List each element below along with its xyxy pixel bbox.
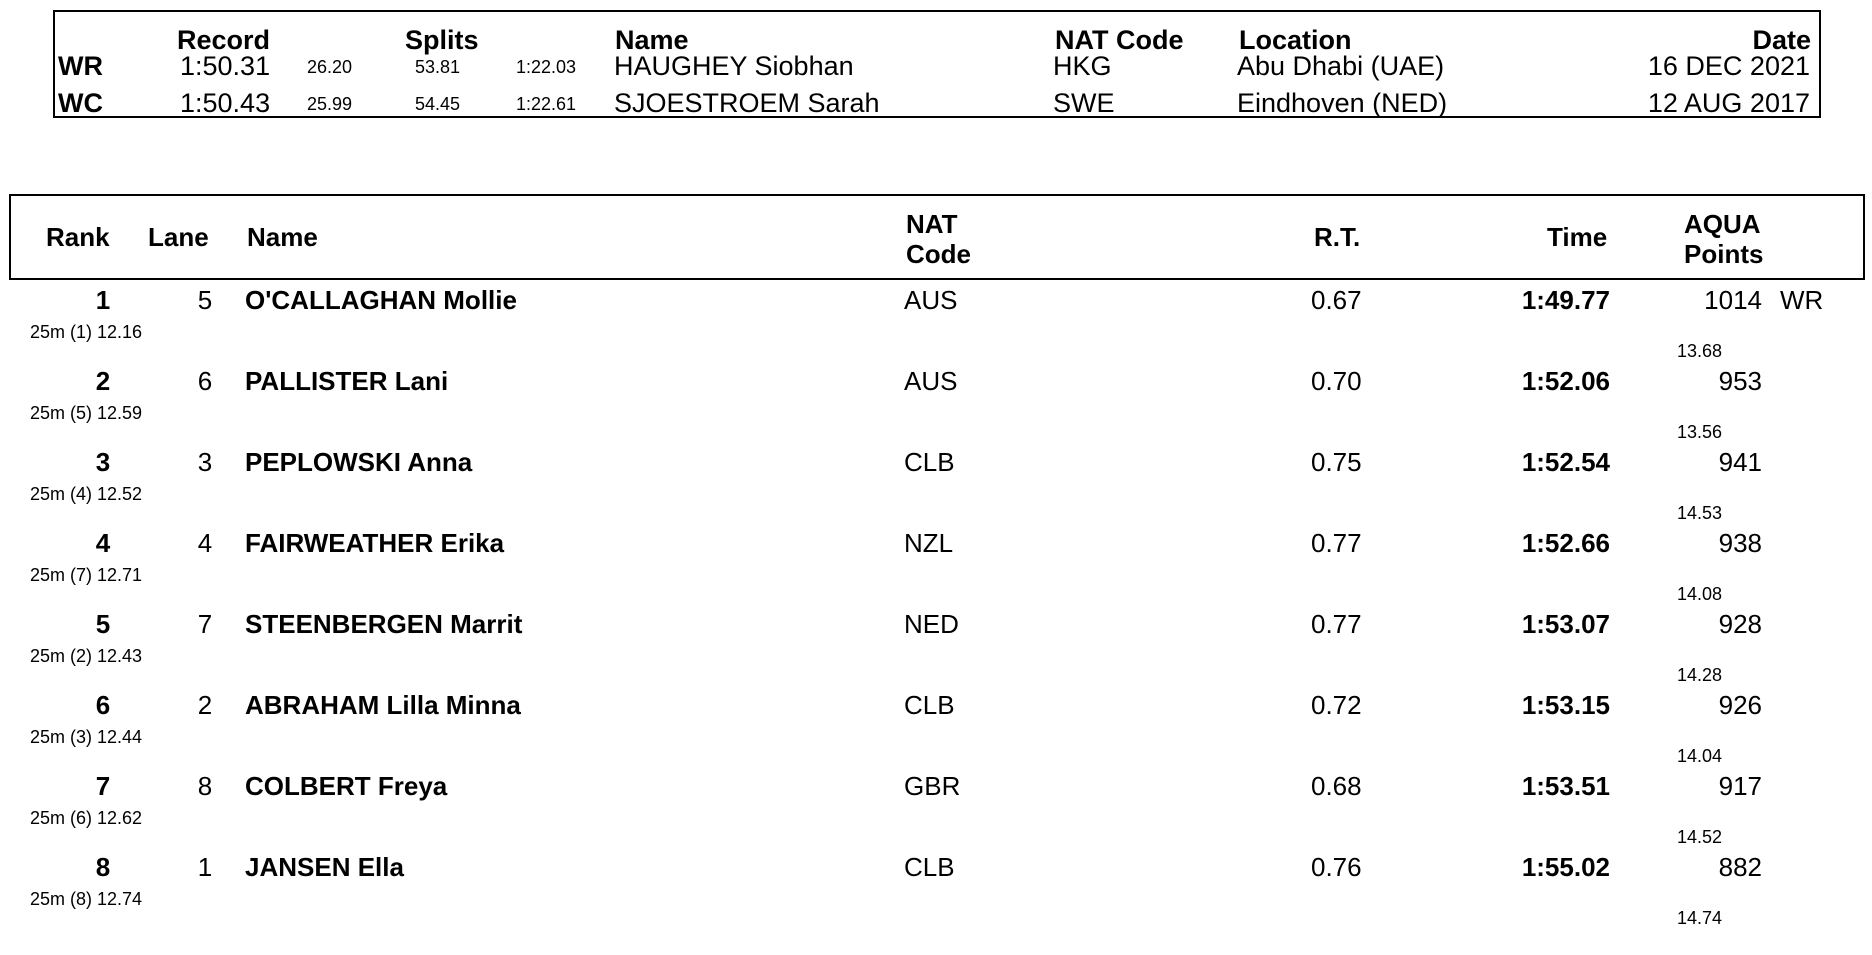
- lane: 4: [197, 528, 213, 558]
- final-time: 1:53.07: [1521, 609, 1610, 639]
- record-split-100: 54.45: [415, 94, 461, 114]
- athlete-name: FAIRWEATHER Erika: [245, 528, 505, 558]
- aqua-header: AQUA: [1684, 209, 1761, 239]
- record-time: 1:50.31: [180, 51, 271, 81]
- rank: 7: [95, 771, 111, 801]
- nat-code-header: NAT Code: [1055, 25, 1184, 55]
- rank: 3: [95, 447, 111, 477]
- splits-header: Splits: [405, 25, 479, 55]
- record-flag: WR: [1780, 285, 1824, 315]
- nat-code: GBR: [904, 771, 961, 801]
- nat-code: AUS: [904, 366, 958, 396]
- rt-header: R.T.: [1314, 222, 1361, 252]
- record-holder-name: SJOESTROEM Sarah: [614, 88, 880, 118]
- rank: 6: [95, 690, 111, 720]
- athlete-name: ABRAHAM Lilla Minna: [245, 690, 521, 720]
- reaction-time: 0.76: [1311, 852, 1362, 882]
- reaction-time: 0.68: [1311, 771, 1362, 801]
- split-200m-lap: 14.08: [1677, 584, 1723, 604]
- results-header: [9, 194, 1865, 280]
- name-header: Name: [615, 25, 689, 55]
- nat-code: CLB: [904, 690, 955, 720]
- split-25m: 25m (5) 12.59: [30, 403, 143, 423]
- reaction-time: 0.72: [1311, 690, 1362, 720]
- final-time: 1:55.02: [1521, 852, 1610, 882]
- record-split-150: 1:22.61: [516, 94, 577, 114]
- record-split-50: 25.99: [307, 94, 353, 114]
- athlete-name: COLBERT Freya: [245, 771, 448, 801]
- points-header: Points: [1684, 239, 1764, 269]
- nat-code: CLB: [904, 852, 955, 882]
- rank-header: Rank: [46, 222, 110, 252]
- rank: 8: [95, 852, 111, 882]
- split-25m: 25m (6) 12.62: [30, 808, 143, 828]
- name-header: Name: [247, 222, 318, 252]
- split-25m: 25m (3) 12.44: [30, 727, 143, 747]
- split-25m: 25m (7) 12.71: [30, 565, 143, 585]
- rank: 1: [95, 285, 111, 315]
- lane: 3: [197, 447, 213, 477]
- record-date: 12 AUG 2017: [1647, 88, 1810, 118]
- record-nat: SWE: [1053, 88, 1115, 118]
- rank: 5: [95, 609, 111, 639]
- split-200m-lap: 14.53: [1677, 503, 1723, 523]
- final-time: 1:52.54: [1521, 447, 1610, 477]
- reaction-time: 0.77: [1311, 528, 1362, 558]
- aqua-points: 917: [1718, 771, 1762, 801]
- lane: 2: [197, 690, 213, 720]
- aqua-points: 882: [1718, 852, 1762, 882]
- record-split-100: 53.81: [415, 57, 461, 77]
- record-type: WR: [58, 51, 103, 81]
- final-time: 1:53.15: [1521, 690, 1610, 720]
- reaction-time: 0.70: [1311, 366, 1362, 396]
- final-time: 1:53.51: [1521, 771, 1610, 801]
- split-200m-lap: 14.04: [1677, 746, 1723, 766]
- reaction-time: 0.67: [1311, 285, 1362, 315]
- reaction-time: 0.77: [1311, 609, 1362, 639]
- reaction-time: 0.75: [1311, 447, 1362, 477]
- athlete-name: O'CALLAGHAN Mollie: [245, 285, 517, 315]
- split-200m-lap: 14.52: [1677, 827, 1723, 847]
- code-header: Code: [906, 239, 971, 269]
- date-header: Date: [1752, 25, 1811, 55]
- record-date: 16 DEC 2021: [1647, 51, 1810, 81]
- final-time: 1:49.77: [1521, 285, 1610, 315]
- split-25m: 25m (2) 12.43: [30, 646, 143, 666]
- split-25m: 25m (1) 12.16: [30, 322, 143, 342]
- nat-header: NAT: [906, 209, 958, 239]
- record-nat: HKG: [1053, 51, 1112, 81]
- athlete-name: PEPLOWSKI Anna: [245, 447, 473, 477]
- record-split-150: 1:22.03: [516, 57, 577, 77]
- record-location: Eindhoven (NED): [1237, 88, 1448, 118]
- aqua-points: 938: [1718, 528, 1762, 558]
- lane: 8: [197, 771, 213, 801]
- aqua-points: 928: [1718, 609, 1762, 639]
- final-time: 1:52.66: [1521, 528, 1610, 558]
- rank: 4: [95, 528, 111, 558]
- nat-code: NZL: [904, 528, 954, 558]
- aqua-points: 941: [1718, 447, 1762, 477]
- split-25m: 25m (8) 12.74: [30, 889, 143, 909]
- split-200m-lap: 13.56: [1677, 422, 1723, 442]
- aqua-points: 1014: [1704, 285, 1762, 315]
- lane: 6: [197, 366, 213, 396]
- nat-code: AUS: [904, 285, 958, 315]
- aqua-points: 953: [1718, 366, 1762, 396]
- lane: 7: [197, 609, 213, 639]
- athlete-name: STEENBERGEN Marrit: [245, 609, 523, 639]
- location-header: Location: [1239, 25, 1352, 55]
- athlete-name: JANSEN Ella: [245, 852, 404, 882]
- record-header: Record: [177, 25, 271, 55]
- split-25m: 25m (4) 12.52: [30, 484, 143, 504]
- aqua-points: 926: [1718, 690, 1762, 720]
- record-split-50: 26.20: [307, 57, 353, 77]
- time-header: Time: [1547, 222, 1608, 252]
- record-time: 1:50.43: [180, 88, 271, 118]
- split-200m-lap: 14.28: [1677, 665, 1723, 685]
- split-200m-lap: 13.68: [1677, 341, 1723, 361]
- nat-code: NED: [904, 609, 959, 639]
- record-holder-name: HAUGHEY Siobhan: [614, 51, 854, 81]
- lane: 5: [197, 285, 213, 315]
- record-type: WC: [58, 88, 103, 118]
- lane: 1: [197, 852, 213, 882]
- athlete-name: PALLISTER Lani: [245, 366, 449, 396]
- record-location: Abu Dhabi (UAE): [1237, 51, 1445, 81]
- split-200m-lap: 14.74: [1677, 908, 1723, 928]
- lane-header: Lane: [148, 222, 209, 252]
- nat-code: CLB: [904, 447, 955, 477]
- final-time: 1:52.06: [1521, 366, 1610, 396]
- rank: 2: [95, 366, 111, 396]
